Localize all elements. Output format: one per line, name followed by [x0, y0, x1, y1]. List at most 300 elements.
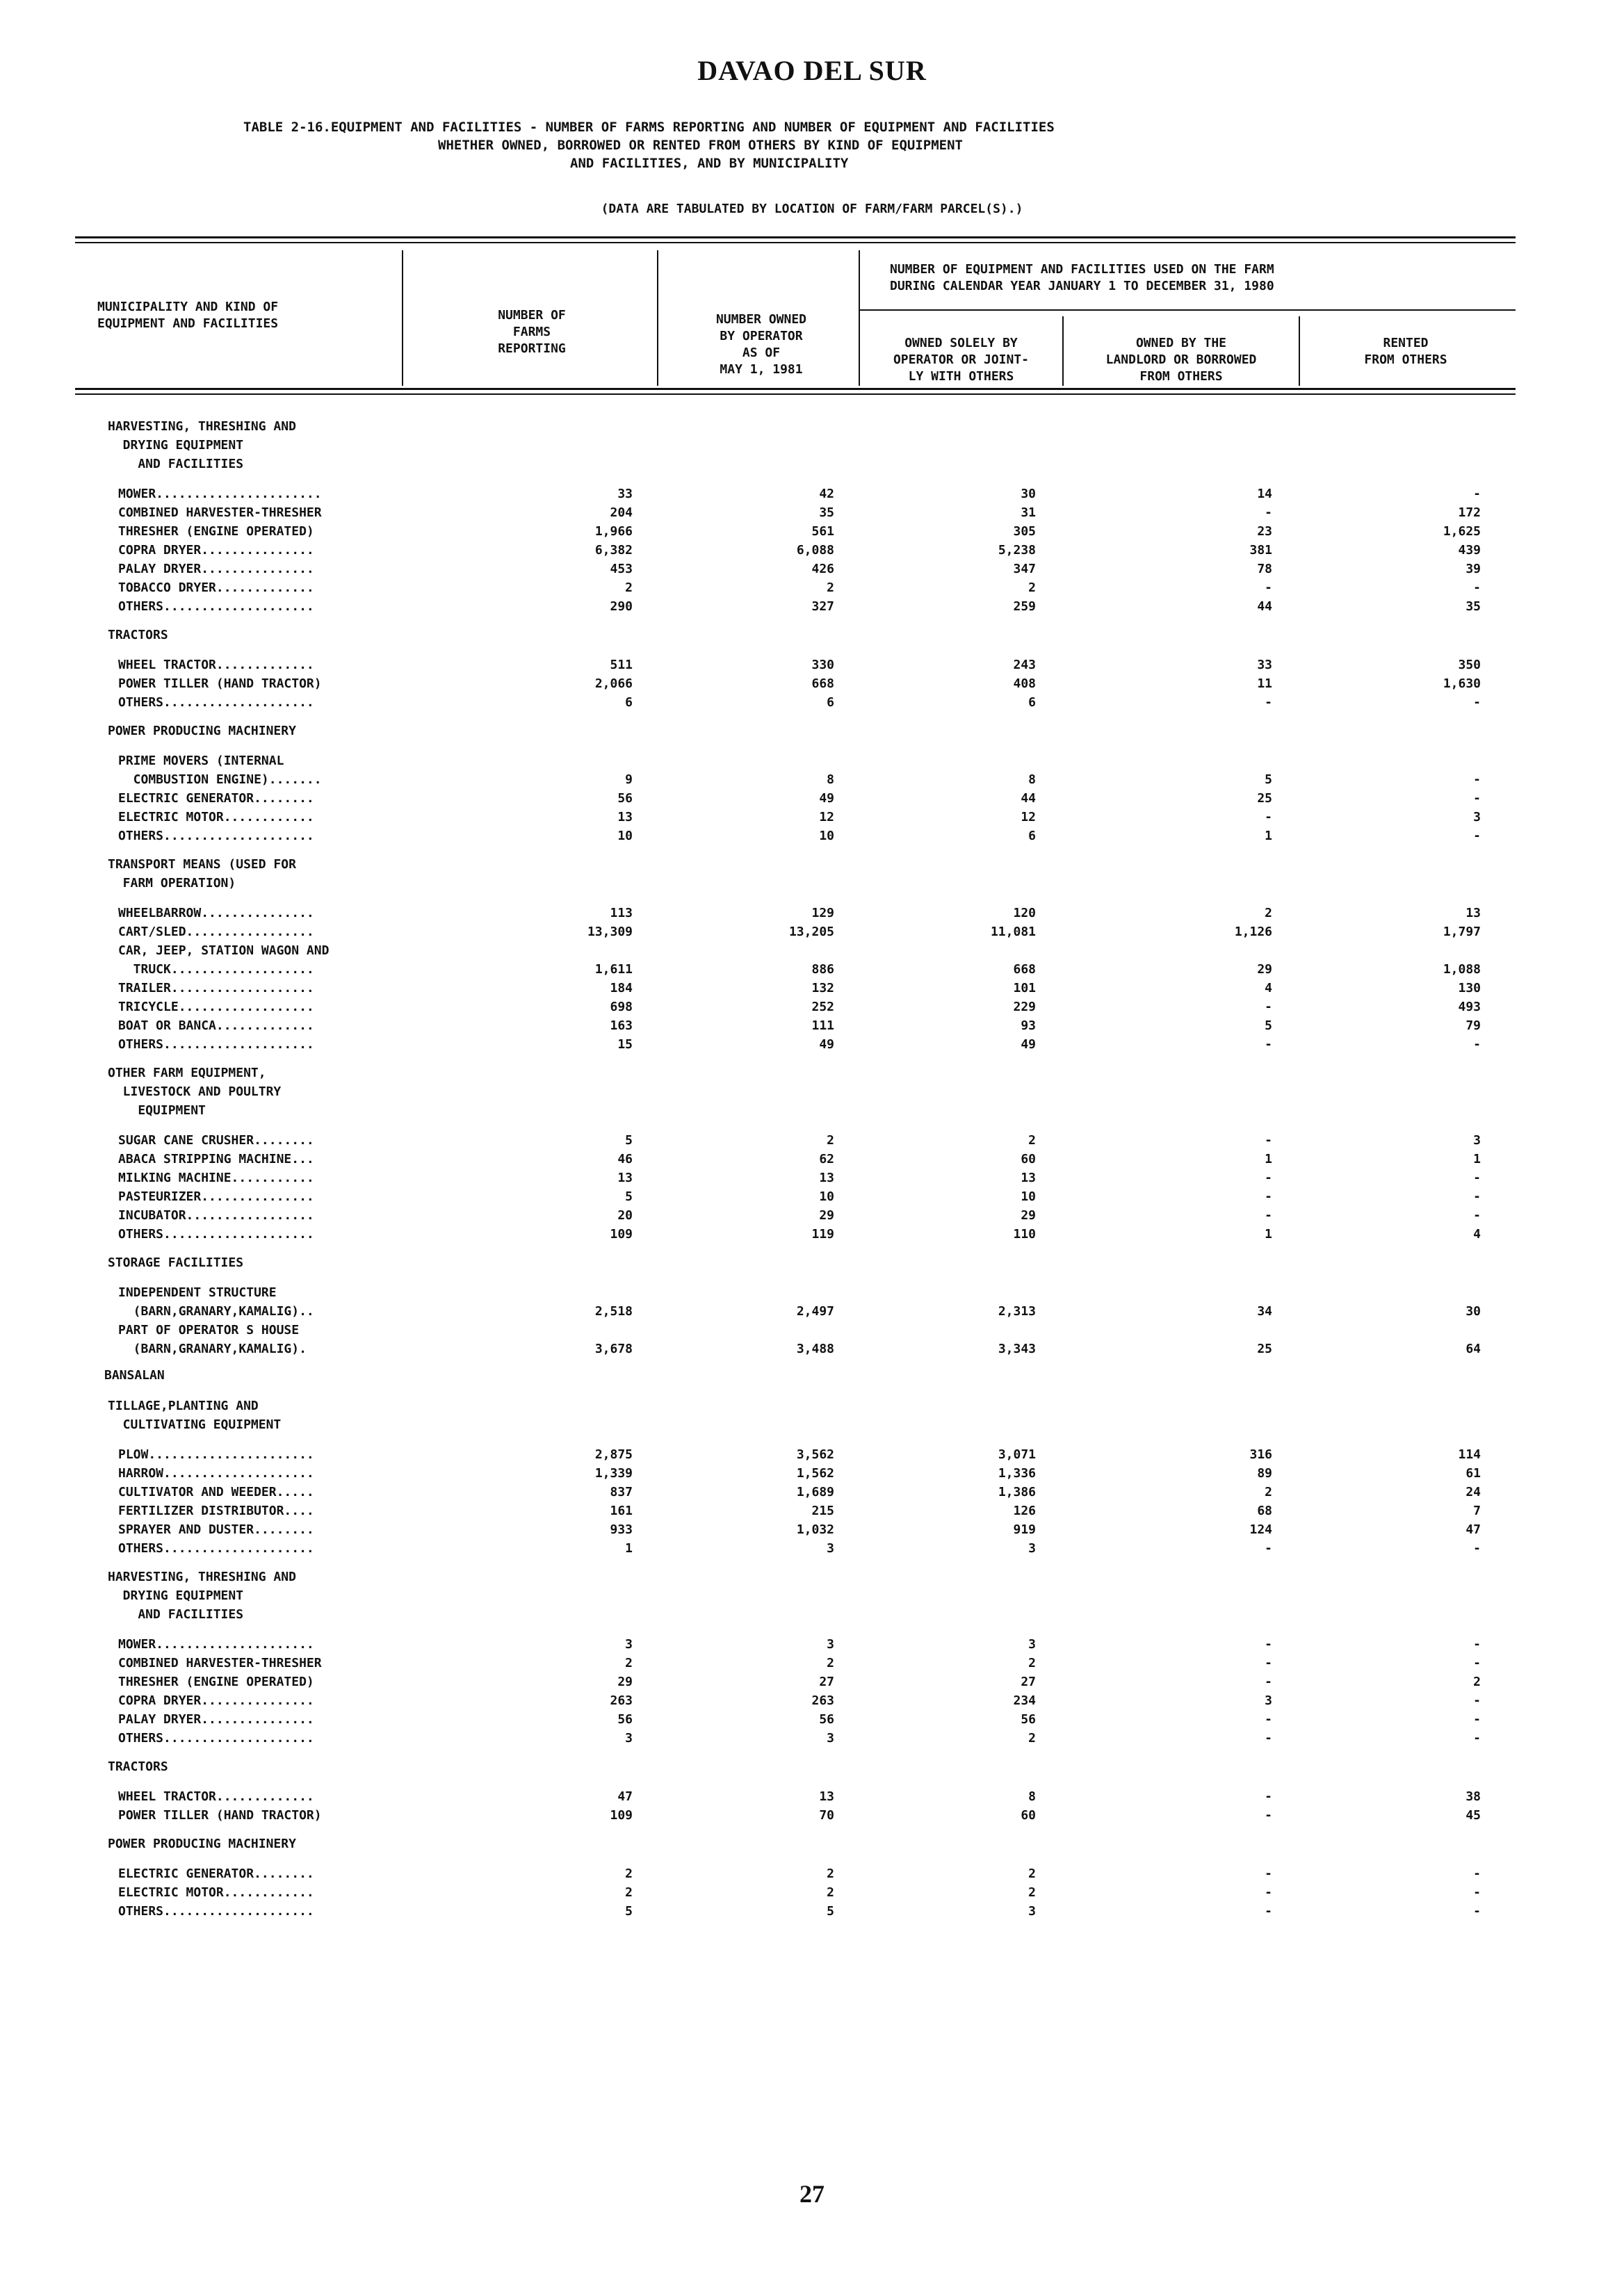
table-row — [0, 1539, 1624, 1558]
row-label: CART/SLED................. — [118, 925, 314, 939]
owned-solely-cell: 3,343 — [998, 1342, 1036, 1356]
col-divider-2 — [657, 250, 658, 386]
rented-cell: - — [1473, 1656, 1481, 1670]
farms-reporting-cell: 5 — [625, 1133, 633, 1148]
landlord-borrowed-cell: 78 — [1257, 562, 1272, 576]
table-row — [0, 1016, 1624, 1035]
owned-cell: 2 — [827, 580, 834, 595]
farms-reporting-cell: 2 — [625, 1866, 633, 1881]
landlord-borrowed-cell: - — [1265, 1541, 1272, 1556]
rented-cell: - — [1473, 772, 1481, 787]
page-title: DAVAO DEL SUR — [697, 55, 927, 86]
farms-reporting-cell: 5 — [625, 1904, 633, 1919]
table-row — [0, 941, 1624, 960]
owned-cell: 49 — [819, 1037, 834, 1052]
rented-cell: 1 — [1473, 1152, 1481, 1166]
farms-reporting-cell: 10 — [617, 829, 633, 843]
row-label: OTHERS.................... — [118, 1904, 314, 1919]
row-label: CULTIVATOR AND WEEDER..... — [118, 1485, 314, 1499]
row-label: COMBINED HARVESTER-THRESHER — [118, 505, 322, 520]
landlord-borrowed-cell: 1 — [1265, 1152, 1272, 1166]
owned-solely-cell: 60 — [1021, 1808, 1036, 1823]
row-label: COMBUSTION ENGINE)....... — [118, 772, 322, 787]
farms-reporting-cell: 1,611 — [594, 962, 633, 977]
rented-cell: 47 — [1465, 1522, 1481, 1537]
owned-solely-cell: 229 — [1013, 1000, 1036, 1014]
owned-solely-cell: 110 — [1013, 1227, 1036, 1242]
table-row — [0, 597, 1624, 616]
section-heading-line: POWER PRODUCING MACHINERY — [108, 1837, 296, 1851]
landlord-borrowed-cell: 25 — [1257, 791, 1272, 806]
section-heading-line: DRYING EQUIPMENT — [108, 1588, 244, 1603]
col-header-landlord-line-3: FROM OTHERS — [1139, 369, 1223, 384]
rented-cell: 24 — [1465, 1485, 1481, 1499]
table-row — [0, 578, 1624, 597]
row-label: OTHERS.................... — [118, 599, 314, 614]
owned-solely-cell: 347 — [1013, 562, 1036, 576]
farms-reporting-cell: 2,875 — [594, 1447, 633, 1462]
table-row — [0, 904, 1624, 922]
row-label: OTHERS.................... — [118, 1541, 314, 1556]
col-header-farms-line-1: NUMBER OF — [498, 308, 566, 323]
farms-reporting-cell: 2,518 — [594, 1304, 633, 1319]
farms-reporting-cell: 15 — [617, 1037, 633, 1052]
landlord-borrowed-cell: - — [1265, 1904, 1272, 1919]
farms-reporting-cell: 56 — [617, 1712, 633, 1727]
landlord-borrowed-cell: - — [1265, 1675, 1272, 1689]
owned-cell: 263 — [811, 1693, 834, 1708]
rented-cell: 439 — [1458, 543, 1481, 558]
owned-solely-cell: 2 — [1028, 1731, 1036, 1746]
owned-cell: 1,562 — [796, 1466, 834, 1481]
section-heading — [108, 1253, 243, 1272]
row-label: OTHERS.................... — [118, 1227, 314, 1242]
row-label: MILKING MACHINE........... — [118, 1171, 314, 1185]
table-row — [0, 1131, 1624, 1150]
rented-cell: 3 — [1473, 1133, 1481, 1148]
farms-reporting-cell: 47 — [617, 1789, 633, 1804]
owned-solely-cell: 234 — [1013, 1693, 1036, 1708]
farms-reporting-cell: 13,309 — [587, 925, 633, 939]
owned-cell: 129 — [811, 906, 834, 920]
section-heading — [108, 1835, 296, 1853]
farms-reporting-cell: 6,382 — [594, 543, 633, 558]
landlord-borrowed-cell: - — [1265, 810, 1272, 824]
rented-cell: 64 — [1465, 1342, 1481, 1356]
row-label: (BARN,GRANARY,KAMALIG).. — [118, 1304, 314, 1319]
header-bottom-rule-2 — [75, 393, 1516, 395]
farms-reporting-cell: 29 — [617, 1675, 633, 1689]
farms-reporting-cell: 161 — [610, 1504, 633, 1518]
owned-cell: 13,205 — [788, 925, 834, 939]
row-label: ELECTRIC MOTOR............ — [118, 1885, 314, 1900]
rented-cell: 1,625 — [1443, 524, 1481, 539]
landlord-borrowed-cell: - — [1265, 1885, 1272, 1900]
row-label: WHEEL TRACTOR............. — [118, 1789, 314, 1804]
owned-solely-cell: 44 — [1021, 791, 1036, 806]
table-row — [0, 1787, 1624, 1806]
owned-solely-cell: 2 — [1028, 1885, 1036, 1900]
landlord-borrowed-cell: 2 — [1265, 906, 1272, 920]
col-header-owned-line-3: AS OF — [742, 345, 781, 360]
owned-solely-cell: 6 — [1028, 695, 1036, 710]
table-row — [0, 979, 1624, 998]
owned-solely-cell: 305 — [1013, 524, 1036, 539]
row-label: PLOW...................... — [118, 1447, 314, 1462]
farms-reporting-cell: 1,339 — [594, 1466, 633, 1481]
rented-cell: 30 — [1465, 1304, 1481, 1319]
table-row — [0, 1150, 1624, 1169]
owned-solely-cell: 126 — [1013, 1504, 1036, 1518]
landlord-borrowed-cell: - — [1265, 695, 1272, 710]
table-row — [0, 1340, 1624, 1358]
farms-reporting-cell: 453 — [610, 562, 633, 576]
owned-solely-cell: 1,386 — [998, 1485, 1036, 1499]
farms-reporting-cell: 511 — [610, 658, 633, 672]
rented-cell: 39 — [1465, 562, 1481, 576]
table-row — [0, 1806, 1624, 1825]
row-label: THRESHER (ENGINE OPERATED) — [118, 524, 314, 539]
row-label: TRUCK................... — [118, 962, 314, 977]
row-label: SPRAYER AND DUSTER........ — [118, 1522, 314, 1537]
rented-cell: 13 — [1465, 906, 1481, 920]
col-header-label-line-2: EQUIPMENT AND FACILITIES — [97, 316, 279, 331]
owned-solely-cell: 3 — [1028, 1904, 1036, 1919]
rented-cell: - — [1473, 1885, 1481, 1900]
owned-solely-cell: 5,238 — [998, 543, 1036, 558]
owned-cell: 10 — [819, 829, 834, 843]
row-label: MOWER...................... — [118, 487, 322, 501]
table-row — [0, 1520, 1624, 1539]
landlord-borrowed-cell: 5 — [1265, 1018, 1272, 1033]
owned-cell: 132 — [811, 981, 834, 995]
col-header-solely-line-1: OWNED SOLELY BY — [904, 336, 1018, 350]
owned-cell: 886 — [811, 962, 834, 977]
col-divider-4 — [1062, 316, 1064, 386]
rented-cell: 172 — [1458, 505, 1481, 520]
rented-cell: - — [1473, 1866, 1481, 1881]
landlord-borrowed-cell: 68 — [1257, 1504, 1272, 1518]
row-label: MOWER..................... — [118, 1637, 314, 1652]
landlord-borrowed-cell: 4 — [1265, 981, 1272, 995]
owned-solely-cell: 49 — [1021, 1037, 1036, 1052]
owned-cell: 1,032 — [796, 1522, 834, 1537]
owned-solely-cell: 93 — [1021, 1018, 1036, 1033]
row-label: INCUBATOR................. — [118, 1208, 314, 1223]
row-label: HARROW.................... — [118, 1466, 314, 1481]
rented-cell: - — [1473, 1693, 1481, 1708]
table-row — [0, 1729, 1624, 1748]
rented-cell: 4 — [1473, 1227, 1481, 1242]
row-label: ELECTRIC MOTOR............ — [118, 810, 314, 824]
table-row — [0, 1169, 1624, 1187]
landlord-borrowed-cell: - — [1265, 1208, 1272, 1223]
row-label: OTHERS.................... — [118, 1731, 314, 1746]
rented-cell: 114 — [1458, 1447, 1481, 1462]
owned-solely-cell: 27 — [1021, 1675, 1036, 1689]
rented-cell: 2 — [1473, 1675, 1481, 1689]
owned-solely-cell: 408 — [1013, 676, 1036, 691]
table-row — [0, 485, 1624, 503]
landlord-borrowed-cell: - — [1265, 1037, 1272, 1052]
owned-solely-cell: 3 — [1028, 1541, 1036, 1556]
table-row — [0, 1654, 1624, 1673]
farms-reporting-cell: 263 — [610, 1693, 633, 1708]
owned-cell: 3,562 — [796, 1447, 834, 1462]
owned-cell: 330 — [811, 658, 834, 672]
farms-reporting-cell: 2 — [625, 1885, 633, 1900]
table-row — [0, 1464, 1624, 1483]
owned-cell: 35 — [819, 505, 834, 520]
table-row — [0, 1902, 1624, 1921]
table-row — [0, 922, 1624, 941]
section-heading-line: HARVESTING, THRESHING AND — [108, 419, 296, 434]
farms-reporting-cell: 5 — [625, 1189, 633, 1204]
row-label: ABACA STRIPPING MACHINE... — [118, 1152, 314, 1166]
row-label: OTHERS.................... — [118, 829, 314, 843]
col-header-landlord — [1065, 335, 1297, 385]
section-heading-line: TRACTORS — [108, 628, 168, 642]
owned-cell: 12 — [819, 810, 834, 824]
rented-cell: - — [1473, 1189, 1481, 1204]
landlord-borrowed-cell: - — [1265, 1866, 1272, 1881]
rented-cell: - — [1473, 1208, 1481, 1223]
farms-reporting-cell: 109 — [610, 1227, 633, 1242]
owned-cell: 27 — [819, 1675, 834, 1689]
section-heading — [108, 626, 168, 644]
col-header-used-line-1: NUMBER OF EQUIPMENT AND FACILITIES USED ON THE FARM — [890, 262, 1274, 277]
landlord-borrowed-cell: 1 — [1265, 1227, 1272, 1242]
farms-reporting-cell: 9 — [625, 772, 633, 787]
row-label: COMBINED HARVESTER-THRESHER — [118, 1656, 322, 1670]
rented-cell: - — [1473, 1637, 1481, 1652]
owned-solely-cell: 8 — [1028, 1789, 1036, 1804]
col-header-owned-line-2: BY OPERATOR — [720, 329, 803, 343]
rented-cell: - — [1473, 580, 1481, 595]
section-heading-line: TILLAGE,PLANTING AND — [108, 1399, 259, 1413]
rented-cell: - — [1473, 695, 1481, 710]
row-label: ELECTRIC GENERATOR........ — [118, 1866, 314, 1881]
col-divider-1 — [402, 250, 403, 386]
col-header-used-line-2: DURING CALENDAR YEAR JANUARY 1 TO DECEMBER 31, 1980 — [890, 279, 1274, 293]
page-number: 27 — [799, 2180, 825, 2208]
row-label: SUGAR CANE CRUSHER........ — [118, 1133, 314, 1148]
row-label: COPRA DRYER............... — [118, 1693, 314, 1708]
section-heading-line: STORAGE FACILITIES — [108, 1255, 244, 1270]
section-heading-line: OTHER FARM EQUIPMENT, — [108, 1066, 266, 1080]
owned-solely-cell: 60 — [1021, 1152, 1036, 1166]
landlord-borrowed-cell: 25 — [1257, 1342, 1272, 1356]
table-row — [0, 1302, 1624, 1321]
table-row — [0, 541, 1624, 560]
rented-cell: 7 — [1473, 1504, 1481, 1518]
table-row — [0, 827, 1624, 845]
owned-cell: 62 — [819, 1152, 834, 1166]
row-label: PALAY DRYER............... — [118, 1712, 314, 1727]
header-top-rule — [75, 236, 1516, 238]
owned-cell: 13 — [819, 1171, 834, 1185]
row-label: TRAILER................... — [118, 981, 314, 995]
table-caption — [243, 118, 1383, 172]
header-top-rule-2 — [75, 242, 1516, 243]
owned-cell: 2 — [827, 1885, 834, 1900]
rented-cell: - — [1473, 1541, 1481, 1556]
farms-reporting-cell: 2 — [625, 580, 633, 595]
section-heading-line: TRANSPORT MEANS (USED FOR — [108, 857, 296, 872]
table-row — [0, 1635, 1624, 1654]
table-row — [0, 1321, 1624, 1340]
row-label: OTHERS.................... — [118, 1037, 314, 1052]
col-header-farms — [417, 307, 647, 357]
owned-cell: 5 — [827, 1904, 834, 1919]
farms-reporting-cell: 837 — [610, 1485, 633, 1499]
col-header-rented-line-1: RENTED — [1383, 336, 1429, 350]
owned-cell: 3 — [827, 1731, 834, 1746]
owned-cell: 2 — [827, 1866, 834, 1881]
table-row — [0, 1283, 1624, 1302]
table-row — [0, 789, 1624, 808]
owned-cell: 561 — [811, 524, 834, 539]
owned-solely-cell: 2 — [1028, 1656, 1036, 1670]
rented-cell: - — [1473, 487, 1481, 501]
landlord-borrowed-cell: - — [1265, 1000, 1272, 1014]
owned-cell: 668 — [811, 676, 834, 691]
owned-cell: 215 — [811, 1504, 834, 1518]
row-label: WHEELBARROW............... — [118, 906, 314, 920]
landlord-borrowed-cell: 33 — [1257, 658, 1272, 672]
col-header-owned — [667, 311, 855, 378]
col-divider-3 — [859, 250, 860, 386]
owned-solely-cell: 11,081 — [990, 925, 1036, 939]
farms-reporting-cell: 13 — [617, 810, 633, 824]
table-row — [0, 560, 1624, 578]
col-header-owned-line-1: NUMBER OWNED — [715, 312, 807, 327]
owned-solely-cell: 2 — [1028, 1133, 1036, 1148]
col-header-solely — [862, 335, 1060, 385]
landlord-borrowed-cell: 124 — [1249, 1522, 1272, 1537]
landlord-borrowed-cell: 11 — [1257, 676, 1272, 691]
landlord-borrowed-cell: 44 — [1257, 599, 1272, 614]
farms-reporting-cell: 2,066 — [594, 676, 633, 691]
landlord-borrowed-cell: 1 — [1265, 829, 1272, 843]
landlord-borrowed-cell: - — [1265, 1189, 1272, 1204]
owned-solely-cell: 8 — [1028, 772, 1036, 787]
section-heading-line: TRACTORS — [108, 1759, 168, 1774]
owned-cell: 3 — [827, 1637, 834, 1652]
table-row — [0, 1187, 1624, 1206]
owned-solely-cell: 2,313 — [998, 1304, 1036, 1319]
owned-solely-cell: 1,336 — [998, 1466, 1036, 1481]
table-row — [0, 751, 1624, 770]
col-header-label — [97, 299, 389, 332]
col-divider-5 — [1299, 316, 1300, 386]
landlord-borrowed-cell: - — [1265, 505, 1272, 520]
owned-solely-cell: 243 — [1013, 658, 1036, 672]
section-heading — [108, 1568, 296, 1624]
row-label: CAR, JEEP, STATION WAGON AND — [118, 943, 330, 958]
landlord-borrowed-cell: - — [1265, 1808, 1272, 1823]
rented-cell: 350 — [1458, 658, 1481, 672]
rented-cell: 1,630 — [1443, 676, 1481, 691]
owned-cell: 29 — [819, 1208, 834, 1223]
col-header-farms-line-3: REPORTING — [498, 341, 566, 356]
landlord-borrowed-cell: - — [1265, 1133, 1272, 1148]
table-caption-line-2: WHETHER OWNED, BORROWED OR RENTED FROM OTHERS BY KIND OF EQUIPMENT — [438, 138, 963, 153]
farms-reporting-cell: 20 — [617, 1208, 633, 1223]
table-row — [0, 656, 1624, 674]
farms-reporting-cell: 204 — [610, 505, 633, 520]
table-row — [0, 693, 1624, 712]
landlord-borrowed-cell: 381 — [1249, 543, 1272, 558]
section-heading-line: AND FACILITIES — [108, 1607, 244, 1622]
landlord-borrowed-cell: - — [1265, 1637, 1272, 1652]
owned-solely-cell: 2 — [1028, 1866, 1036, 1881]
table-caption-line-1: TABLE 2-16.EQUIPMENT AND FACILITIES - NUMBER OF FARMS REPORTING AND NUMBER OF EQUIPMENT AND FACILITIES — [243, 120, 1055, 135]
row-label: FERTILIZER DISTRIBUTOR.... — [118, 1504, 314, 1518]
row-label: PART OF OPERATOR S HOUSE — [118, 1323, 300, 1337]
rented-cell: 493 — [1458, 1000, 1481, 1014]
farms-reporting-cell: 1 — [625, 1541, 633, 1556]
col-header-farms-line-2: FARMS — [512, 325, 551, 339]
table-row — [0, 1035, 1624, 1054]
owned-solely-cell: 10 — [1021, 1189, 1036, 1204]
owned-cell: 2 — [827, 1133, 834, 1148]
farms-reporting-cell: 2 — [625, 1656, 633, 1670]
section-heading — [108, 1397, 281, 1434]
owned-cell: 70 — [819, 1808, 834, 1823]
col-header-owned-line-4: MAY 1, 1981 — [720, 362, 803, 377]
rented-cell: 130 — [1458, 981, 1481, 995]
owned-cell: 252 — [811, 1000, 834, 1014]
owned-solely-cell: 259 — [1013, 599, 1036, 614]
owned-solely-cell: 101 — [1013, 981, 1036, 995]
owned-cell: 49 — [819, 791, 834, 806]
landlord-borrowed-cell: 3 — [1265, 1693, 1272, 1708]
table-row — [0, 522, 1624, 541]
row-label: POWER TILLER (HAND TRACTOR) — [118, 1808, 322, 1823]
section-heading-line: AND FACILITIES — [108, 457, 244, 471]
section-heading-line: FARM OPERATION) — [108, 876, 236, 890]
row-label: TOBACCO DRYER............. — [118, 580, 314, 595]
farms-reporting-cell: 698 — [610, 1000, 633, 1014]
landlord-borrowed-cell: 5 — [1265, 772, 1272, 787]
owned-cell: 426 — [811, 562, 834, 576]
col-header-used-group — [869, 261, 1536, 295]
owned-solely-cell: 30 — [1021, 487, 1036, 501]
section-heading — [108, 417, 296, 473]
col-header-landlord-line-1: OWNED BY THE — [1135, 336, 1227, 350]
table-row — [0, 1445, 1624, 1464]
farms-reporting-cell: 933 — [610, 1522, 633, 1537]
table-row — [0, 1673, 1624, 1691]
landlord-borrowed-cell: 1,126 — [1234, 925, 1272, 939]
owned-solely-cell: 13 — [1021, 1171, 1036, 1185]
rented-cell: - — [1473, 829, 1481, 843]
section-heading — [108, 1064, 281, 1120]
row-label: COPRA DRYER............... — [118, 543, 314, 558]
rented-cell: 1,797 — [1443, 925, 1481, 939]
landlord-borrowed-cell: - — [1265, 1731, 1272, 1746]
farms-reporting-cell: 113 — [610, 906, 633, 920]
landlord-borrowed-cell: - — [1265, 580, 1272, 595]
farms-reporting-cell: 3,678 — [594, 1342, 633, 1356]
landlord-borrowed-cell: 23 — [1257, 524, 1272, 539]
table-row — [0, 1206, 1624, 1225]
row-label: ELECTRIC GENERATOR........ — [118, 791, 314, 806]
rented-cell: - — [1473, 1712, 1481, 1727]
farms-reporting-cell: 290 — [610, 599, 633, 614]
owned-solely-cell: 120 — [1013, 906, 1036, 920]
